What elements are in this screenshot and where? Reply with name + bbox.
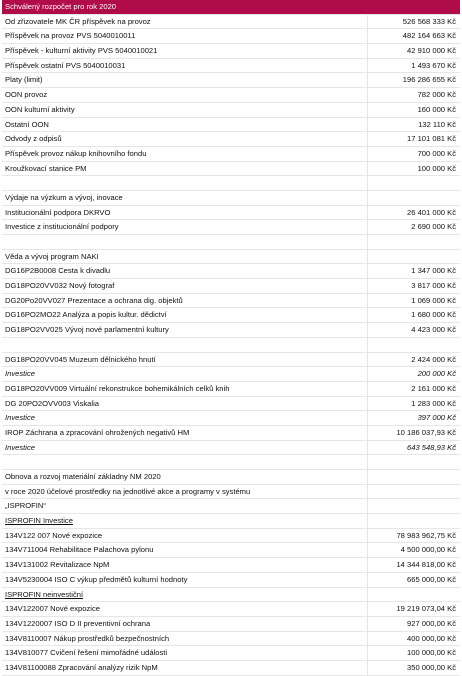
row-value: 196 286 655 Kč [402,75,456,85]
row-label-text: DG20Po20VV027 Prezentace a ochrana dig. objektů [5,295,183,305]
row-label [2,29,368,43]
row-label-text: 134V1220007 ISO D II preventivní ochrana [5,618,151,628]
row-value: 78 983 962,75 Kč [396,530,456,540]
table-row [2,264,460,279]
row-label-text: 134V5230004 ISO C výkup předmětů kulturní hodnoty [5,574,188,584]
row-value: 3 817 000 Kč [411,281,456,291]
row-label-text: „ISPROFIN“ [5,501,46,511]
table-row [2,529,460,544]
row-label [2,294,368,308]
row-value [368,588,460,602]
row-label [2,455,368,469]
row-label-text: Investice [5,442,35,452]
row-label-text: Schválený rozpočet pro rok 2020 [5,2,117,11]
row-label [2,308,368,322]
row-label-text: Příspěvek na provoz PVS 5040010011 [5,31,136,41]
row-value: 132 110 Kč [418,119,456,129]
row-label-text: ISPROFIN Investice [5,516,73,526]
table-row [2,59,460,74]
table-row [2,397,460,412]
row-label-text: Kroužkovací stanice PM [5,163,87,173]
row-value: 4 423 000 Kč [411,325,456,335]
row-label [2,147,368,161]
row-value: 2 424 000 Kč [411,354,456,364]
table-row [2,558,460,573]
row-label [2,118,368,132]
row-label-text: 134V810077 Cvičení řešení mimořádné události [5,648,168,658]
row-label-text: Investice [5,413,35,423]
row-label [2,0,368,14]
row-label [2,59,368,73]
table-row [2,103,460,118]
row-value: 665 000,00 Kč [407,574,456,584]
table-row [2,573,460,588]
row-label [2,132,368,146]
table-row [2,235,460,250]
row-label-text: 134V131002 Revitalizace NpM [5,560,110,570]
row-label [2,632,368,646]
row-label-text: Příspěvek provoz nákup knihovního fondu [5,148,147,158]
row-label [2,382,368,396]
row-value [368,191,460,205]
table-row [2,514,460,529]
row-label [2,602,368,616]
row-label-text: Investice [5,369,35,379]
table-row [2,15,460,30]
row-label-text: OON provoz [5,90,48,100]
row-label [2,191,368,205]
row-value: 200 000 Kč [417,369,456,379]
row-label [2,441,368,455]
row-label-text: Investice z institucionální podpory [5,222,119,232]
row-label [2,15,368,29]
row-label [2,470,368,484]
row-value [368,470,460,484]
table-row [2,588,460,603]
table-row [2,338,460,353]
row-value: 482 164 663 Kč [402,31,456,41]
table-row [2,73,460,88]
table-row [2,367,460,382]
row-value: 526 568 333 Kč [402,16,456,26]
row-value: 1 347 000 Kč [411,266,456,276]
table-row [2,132,460,147]
row-value: 100 000 Kč [417,163,456,173]
row-value: 1 283 000 Kč [411,398,456,408]
row-label [2,353,368,367]
row-value [368,499,460,513]
table-header-row [2,0,460,15]
row-label-text: Odvody z odpisů [5,134,62,144]
row-label [2,543,368,557]
row-value: 782 000 Kč [417,90,456,100]
row-value: 42 910 000 Kč [407,46,456,56]
row-label [2,206,368,220]
row-value: 17 101 081 Kč [407,134,456,144]
row-label-text: DG18PO2VV025 Vývoj nové parlamentní kultury [5,325,169,335]
row-value: 2 161 000 Kč [411,383,456,393]
table-row [2,29,460,44]
row-label [2,220,368,234]
row-label-text: Obnova a rozvoj materiální základny NM 2020 [5,472,161,481]
table-row [2,353,460,368]
row-value: 26 401 000 Kč [407,207,456,217]
row-label [2,279,368,293]
row-label-text: ISPROFIN neinvestiční [5,589,84,599]
row-label [2,529,368,543]
row-label-text: DG 20PO2OVV003 Viskalia [5,398,99,408]
table-row [2,485,460,500]
table-row [2,308,460,323]
row-label [2,617,368,631]
row-label [2,588,368,602]
row-label-text: IROP Záchrana a zpracování ohrožených negativů HM [5,427,190,437]
table-row [2,602,460,617]
row-label-text: Příspěvek - kulturní aktivity PVS 5040010021 [5,46,158,56]
row-label-text: DG18PO20VV032 Nový fotograf [5,281,115,291]
row-label [2,88,368,102]
row-label [2,661,368,675]
row-label [2,338,368,352]
table-row [2,147,460,162]
table-row [2,382,460,397]
row-value [368,0,460,14]
table-row [2,176,460,191]
row-label-text: OON kulturní aktivity [5,104,75,114]
table-row [2,411,460,426]
table-row [2,323,460,338]
table-row [2,191,460,206]
row-value: 14 344 818,00 Kč [396,560,456,570]
row-value: 160 000 Kč [417,104,456,114]
row-label [2,558,368,572]
row-label-text: 134V8110007 Nákup prostředků bezpečnostních [5,633,170,643]
table-row [2,118,460,133]
table-row [2,617,460,632]
row-value: 700 000 Kč [417,148,456,158]
row-label [2,485,368,499]
row-value: 400 000,00 Kč [407,633,456,643]
row-value: 643 548,93 Kč [407,442,456,452]
row-value [368,455,460,469]
row-value: 2 690 000 Kč [411,222,456,232]
table-row [2,470,460,485]
row-label [2,250,368,264]
budget-table [2,0,460,676]
row-label-text: v roce 2020 účelové prostředky na jednotlivé akce a programy v systému [5,486,251,496]
row-label [2,235,368,249]
row-value: 4 500 000,00 Kč [400,545,456,555]
row-label [2,103,368,117]
table-row [2,206,460,221]
row-label-text: DG18PO20VV009 Virtuální rekonstrukce bohemikálních celků knih [5,383,230,393]
row-label [2,367,368,381]
row-label [2,44,368,58]
row-label-text: DG18PO20VV045 Muzeum dělnického hnutí [5,354,156,364]
row-label [2,514,368,528]
row-label-text: 134V122007 Nové expozice [5,604,100,614]
row-value [368,250,460,264]
row-label [2,264,368,278]
row-value: 350 000,00 Kč [407,662,456,672]
row-label [2,646,368,660]
row-label [2,323,368,337]
row-label [2,499,368,513]
row-value [368,235,460,249]
table-row [2,220,460,235]
table-row [2,455,460,470]
table-row [2,543,460,558]
row-value: 19 219 073,04 Kč [396,604,456,614]
table-row [2,44,460,59]
row-value: 100 000,00 Kč [407,648,456,658]
row-label-text: 134V81100088 Zpracování analýzy rizik NpM [5,662,158,672]
row-label-text: Institucionální podpora DKRVO [5,207,111,217]
table-row [2,279,460,294]
row-label [2,411,368,425]
row-value [368,338,460,352]
row-value [368,176,460,190]
row-value [368,485,460,499]
row-label [2,573,368,587]
row-label [2,397,368,411]
table-row [2,661,460,676]
table-row [2,162,460,177]
row-value: 1 069 000 Kč [411,295,456,305]
table-row [2,499,460,514]
table-row [2,426,460,441]
row-label-text: Výdaje na výzkum a vývoj, inovace [5,192,123,202]
table-row [2,441,460,456]
row-label [2,426,368,440]
table-row [2,88,460,103]
table-row [2,294,460,309]
row-label [2,73,368,87]
row-value [368,514,460,528]
row-label [2,176,368,190]
row-value: 1 680 000 Kč [411,310,456,320]
row-label [2,162,368,176]
row-value: 397 000 Kč [417,413,456,423]
row-label-text: Ostatní OON [5,119,49,129]
row-label-text: DG16P2B0008 Cesta k divadlu [5,266,111,276]
table-row [2,250,460,265]
row-label-text: 134V122 007 Nové expozice [5,530,103,540]
row-label-text: DG16PO2MO22 Analýza a popis kultur. dědictví [5,310,167,320]
row-label-text: Platy (limit) [5,75,43,85]
row-value: 10 186 037,93 Kč [396,427,456,437]
row-value: 1 493 670 Kč [411,60,456,70]
row-value: 927 000,00 Kč [407,618,456,628]
table-row [2,632,460,647]
row-label-text: Věda a vývoj program NAKI [5,251,99,261]
row-label-text: Příspěvek ostatní PVS 5040010031 [5,60,126,70]
row-label-text: 134V711004 Rehabilitace Palachova pylonu [5,545,154,555]
row-label-text: Od zřizovatele MK ČR příspěvek na provoz [5,16,151,26]
